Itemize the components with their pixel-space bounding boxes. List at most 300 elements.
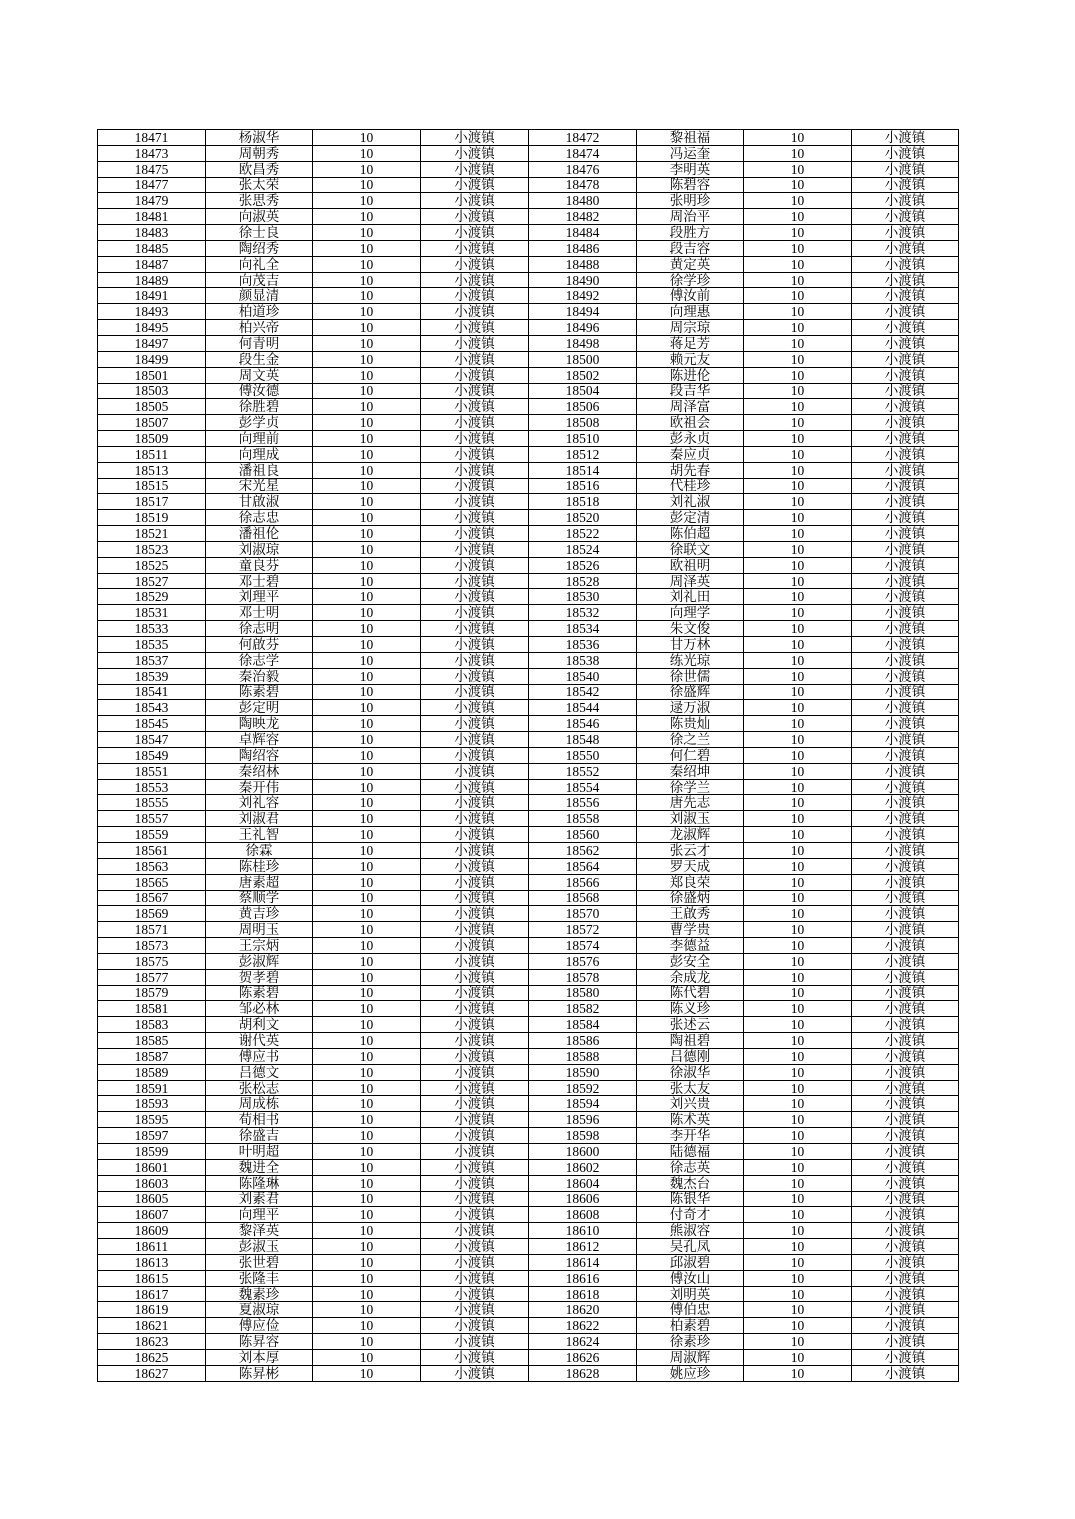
left-name-cell: 彭定明 — [206, 700, 313, 716]
left-town-cell: 小渡镇 — [421, 969, 529, 985]
right-id-cell: 18472 — [529, 130, 637, 146]
right-town-cell: 小渡镇 — [852, 938, 959, 954]
left-id-cell: 18609 — [98, 1223, 206, 1239]
left-town-cell: 小渡镇 — [421, 1191, 529, 1207]
right-name-cell: 徐联文 — [637, 541, 744, 557]
table-row — [98, 1334, 959, 1350]
right-score-cell: 10 — [744, 589, 852, 605]
left-name-cell: 荀相书 — [206, 1112, 313, 1128]
right-score-cell: 10 — [744, 811, 852, 827]
left-score-cell: 10 — [313, 557, 421, 573]
right-id-cell: 18616 — [529, 1270, 637, 1286]
left-name-cell: 魏素珍 — [206, 1286, 313, 1302]
right-id-cell: 18564 — [529, 858, 637, 874]
right-score-cell: 10 — [744, 1048, 852, 1064]
right-id-cell: 18490 — [529, 272, 637, 288]
right-score-cell: 10 — [744, 510, 852, 526]
left-id-cell: 18565 — [98, 874, 206, 890]
right-id-cell: 18544 — [529, 700, 637, 716]
right-name-cell: 李明英 — [637, 161, 744, 177]
right-score-cell: 10 — [744, 494, 852, 510]
right-id-cell: 18552 — [529, 763, 637, 779]
left-id-cell: 18561 — [98, 842, 206, 858]
left-score-cell: 10 — [313, 1349, 421, 1365]
left-id-cell: 18589 — [98, 1064, 206, 1080]
left-score-cell: 10 — [313, 1096, 421, 1112]
left-id-cell: 18529 — [98, 589, 206, 605]
left-score-cell: 10 — [313, 1191, 421, 1207]
right-score-cell: 10 — [744, 145, 852, 161]
right-town-cell: 小渡镇 — [852, 1080, 959, 1096]
left-name-cell: 张思秀 — [206, 193, 313, 209]
right-id-cell: 18538 — [529, 652, 637, 668]
right-name-cell: 黎祖福 — [637, 130, 744, 146]
left-name-cell: 何青明 — [206, 335, 313, 351]
left-town-cell: 小渡镇 — [421, 494, 529, 510]
right-town-cell: 小渡镇 — [852, 811, 959, 827]
left-town-cell: 小渡镇 — [421, 161, 529, 177]
left-town-cell: 小渡镇 — [421, 1033, 529, 1049]
left-score-cell: 10 — [313, 621, 421, 637]
table-row — [98, 953, 959, 969]
left-town-cell: 小渡镇 — [421, 193, 529, 209]
right-id-cell: 18500 — [529, 351, 637, 367]
right-town-cell: 小渡镇 — [852, 1033, 959, 1049]
left-score-cell: 10 — [313, 526, 421, 542]
left-id-cell: 18599 — [98, 1144, 206, 1160]
left-town-cell: 小渡镇 — [421, 573, 529, 589]
right-town-cell: 小渡镇 — [852, 446, 959, 462]
right-score-cell: 10 — [744, 1080, 852, 1096]
left-score-cell: 10 — [313, 161, 421, 177]
left-score-cell: 10 — [313, 605, 421, 621]
table-row — [98, 621, 959, 637]
left-id-cell: 18611 — [98, 1239, 206, 1255]
right-score-cell: 10 — [744, 367, 852, 383]
left-id-cell: 18483 — [98, 225, 206, 241]
right-town-cell: 小渡镇 — [852, 399, 959, 415]
right-id-cell: 18558 — [529, 811, 637, 827]
left-name-cell: 陈昇彬 — [206, 1365, 313, 1381]
table-row — [98, 240, 959, 256]
right-id-cell: 18622 — [529, 1318, 637, 1334]
left-id-cell: 18607 — [98, 1207, 206, 1223]
right-id-cell: 18492 — [529, 288, 637, 304]
left-id-cell: 18547 — [98, 732, 206, 748]
left-town-cell: 小渡镇 — [421, 1080, 529, 1096]
right-town-cell: 小渡镇 — [852, 351, 959, 367]
right-name-cell: 胡先春 — [637, 462, 744, 478]
right-town-cell: 小渡镇 — [852, 1254, 959, 1270]
left-score-cell: 10 — [313, 1048, 421, 1064]
left-score-cell: 10 — [313, 462, 421, 478]
right-name-cell: 代桂珍 — [637, 478, 744, 494]
left-town-cell: 小渡镇 — [421, 1064, 529, 1080]
left-id-cell: 18473 — [98, 145, 206, 161]
left-town-cell: 小渡镇 — [421, 1017, 529, 1033]
right-name-cell: 曹学贵 — [637, 922, 744, 938]
left-town-cell: 小渡镇 — [421, 890, 529, 906]
left-name-cell: 彭淑辉 — [206, 953, 313, 969]
right-score-cell: 10 — [744, 209, 852, 225]
right-name-cell: 向理学 — [637, 605, 744, 621]
right-town-cell: 小渡镇 — [852, 431, 959, 447]
right-name-cell: 李德益 — [637, 938, 744, 954]
table-row — [98, 1318, 959, 1334]
left-name-cell: 蔡顺学 — [206, 890, 313, 906]
left-score-cell: 10 — [313, 938, 421, 954]
right-score-cell: 10 — [744, 573, 852, 589]
left-id-cell: 18507 — [98, 415, 206, 431]
left-town-cell: 小渡镇 — [421, 1365, 529, 1381]
left-id-cell: 18521 — [98, 526, 206, 542]
left-id-cell: 18541 — [98, 684, 206, 700]
right-name-cell: 蒋足芳 — [637, 335, 744, 351]
right-score-cell: 10 — [744, 953, 852, 969]
left-id-cell: 18531 — [98, 605, 206, 621]
table-row — [98, 415, 959, 431]
left-name-cell: 徐志明 — [206, 621, 313, 637]
left-town-cell: 小渡镇 — [421, 510, 529, 526]
right-town-cell: 小渡镇 — [852, 589, 959, 605]
left-name-cell: 陶绍秀 — [206, 240, 313, 256]
left-id-cell: 18615 — [98, 1270, 206, 1286]
left-name-cell: 杨淑华 — [206, 130, 313, 146]
right-id-cell: 18482 — [529, 209, 637, 225]
right-name-cell: 李开华 — [637, 1128, 744, 1144]
left-score-cell: 10 — [313, 1175, 421, 1191]
left-town-cell: 小渡镇 — [421, 320, 529, 336]
table-row — [98, 1191, 959, 1207]
right-name-cell: 刘明英 — [637, 1286, 744, 1302]
right-town-cell: 小渡镇 — [852, 1207, 959, 1223]
left-name-cell: 刘理平 — [206, 589, 313, 605]
right-town-cell: 小渡镇 — [852, 145, 959, 161]
right-score-cell: 10 — [744, 652, 852, 668]
right-id-cell: 18594 — [529, 1096, 637, 1112]
left-name-cell: 张隆丰 — [206, 1270, 313, 1286]
left-town-cell: 小渡镇 — [421, 1334, 529, 1350]
right-town-cell: 小渡镇 — [852, 1144, 959, 1160]
left-id-cell: 18491 — [98, 288, 206, 304]
right-score-cell: 10 — [744, 668, 852, 684]
left-id-cell: 18623 — [98, 1334, 206, 1350]
right-name-cell: 陶祖碧 — [637, 1033, 744, 1049]
left-town-cell: 小渡镇 — [421, 906, 529, 922]
right-id-cell: 18576 — [529, 953, 637, 969]
left-name-cell: 秦绍林 — [206, 763, 313, 779]
table-row — [98, 1128, 959, 1144]
left-id-cell: 18519 — [98, 510, 206, 526]
table-row — [98, 1365, 959, 1381]
right-id-cell: 18572 — [529, 922, 637, 938]
left-score-cell: 10 — [313, 288, 421, 304]
left-score-cell: 10 — [313, 367, 421, 383]
left-name-cell: 徐士良 — [206, 225, 313, 241]
left-score-cell: 10 — [313, 510, 421, 526]
right-town-cell: 小渡镇 — [852, 272, 959, 288]
right-town-cell: 小渡镇 — [852, 1270, 959, 1286]
left-id-cell: 18499 — [98, 351, 206, 367]
table-row — [98, 225, 959, 241]
left-id-cell: 18551 — [98, 763, 206, 779]
right-score-cell: 10 — [744, 1001, 852, 1017]
table-row — [98, 351, 959, 367]
right-score-cell: 10 — [744, 541, 852, 557]
table-row — [98, 1270, 959, 1286]
right-name-cell: 黄定英 — [637, 256, 744, 272]
right-town-cell: 小渡镇 — [852, 700, 959, 716]
left-name-cell: 周文英 — [206, 367, 313, 383]
right-id-cell: 18480 — [529, 193, 637, 209]
right-score-cell: 10 — [744, 335, 852, 351]
table-row — [98, 858, 959, 874]
right-name-cell: 付奇才 — [637, 1207, 744, 1223]
right-score-cell: 10 — [744, 304, 852, 320]
left-id-cell: 18617 — [98, 1286, 206, 1302]
left-id-cell: 18621 — [98, 1318, 206, 1334]
left-score-cell: 10 — [313, 1001, 421, 1017]
table-row — [98, 510, 959, 526]
left-name-cell: 周明玉 — [206, 922, 313, 938]
left-score-cell: 10 — [313, 684, 421, 700]
right-score-cell: 10 — [744, 1349, 852, 1365]
table-row — [98, 652, 959, 668]
left-id-cell: 18577 — [98, 969, 206, 985]
table-row — [98, 874, 959, 890]
right-town-cell: 小渡镇 — [852, 1302, 959, 1318]
table-row — [98, 922, 959, 938]
left-name-cell: 贺孝碧 — [206, 969, 313, 985]
right-name-cell: 傅汝前 — [637, 288, 744, 304]
right-id-cell: 18508 — [529, 415, 637, 431]
right-town-cell: 小渡镇 — [852, 890, 959, 906]
right-town-cell: 小渡镇 — [852, 510, 959, 526]
left-town-cell: 小渡镇 — [421, 827, 529, 843]
right-score-cell: 10 — [744, 130, 852, 146]
right-id-cell: 18530 — [529, 589, 637, 605]
left-name-cell: 陈隆琳 — [206, 1175, 313, 1191]
left-name-cell: 何啟芬 — [206, 637, 313, 653]
right-score-cell: 10 — [744, 684, 852, 700]
right-name-cell: 徐学兰 — [637, 779, 744, 795]
left-id-cell: 18591 — [98, 1080, 206, 1096]
left-score-cell: 10 — [313, 193, 421, 209]
right-name-cell: 张述云 — [637, 1017, 744, 1033]
table-row — [98, 684, 959, 700]
right-id-cell: 18510 — [529, 431, 637, 447]
left-score-cell: 10 — [313, 874, 421, 890]
table-row — [98, 1048, 959, 1064]
right-id-cell: 18504 — [529, 383, 637, 399]
left-score-cell: 10 — [313, 1270, 421, 1286]
right-score-cell: 10 — [744, 1302, 852, 1318]
left-town-cell: 小渡镇 — [421, 288, 529, 304]
left-score-cell: 10 — [313, 256, 421, 272]
table-row — [98, 272, 959, 288]
right-town-cell: 小渡镇 — [852, 621, 959, 637]
left-name-cell: 王宗炳 — [206, 938, 313, 954]
table-row — [98, 637, 959, 653]
right-score-cell: 10 — [744, 779, 852, 795]
left-name-cell: 童良芬 — [206, 557, 313, 573]
left-id-cell: 18597 — [98, 1128, 206, 1144]
left-town-cell: 小渡镇 — [421, 700, 529, 716]
left-town-cell: 小渡镇 — [421, 1302, 529, 1318]
right-name-cell: 邱淑碧 — [637, 1254, 744, 1270]
right-town-cell: 小渡镇 — [852, 478, 959, 494]
right-id-cell: 18590 — [529, 1064, 637, 1080]
left-town-cell: 小渡镇 — [421, 652, 529, 668]
right-town-cell: 小渡镇 — [852, 1239, 959, 1255]
right-town-cell: 小渡镇 — [852, 193, 959, 209]
left-id-cell: 18573 — [98, 938, 206, 954]
left-name-cell: 傅应书 — [206, 1048, 313, 1064]
left-name-cell: 叶明超 — [206, 1144, 313, 1160]
left-score-cell: 10 — [313, 272, 421, 288]
table-row — [98, 969, 959, 985]
left-score-cell: 10 — [313, 1286, 421, 1302]
right-id-cell: 18604 — [529, 1175, 637, 1191]
left-name-cell: 徐志忠 — [206, 510, 313, 526]
right-town-cell: 小渡镇 — [852, 922, 959, 938]
right-town-cell: 小渡镇 — [852, 557, 959, 573]
right-id-cell: 18554 — [529, 779, 637, 795]
left-score-cell: 10 — [313, 1064, 421, 1080]
left-name-cell: 魏进全 — [206, 1159, 313, 1175]
left-town-cell: 小渡镇 — [421, 716, 529, 732]
right-id-cell: 18526 — [529, 557, 637, 573]
right-id-cell: 18532 — [529, 605, 637, 621]
right-id-cell: 18548 — [529, 732, 637, 748]
left-town-cell: 小渡镇 — [421, 858, 529, 874]
left-town-cell: 小渡镇 — [421, 922, 529, 938]
left-id-cell: 18581 — [98, 1001, 206, 1017]
right-name-cell: 陈伯超 — [637, 526, 744, 542]
left-town-cell: 小渡镇 — [421, 351, 529, 367]
left-town-cell: 小渡镇 — [421, 605, 529, 621]
right-score-cell: 10 — [744, 1144, 852, 1160]
left-score-cell: 10 — [313, 335, 421, 351]
left-town-cell: 小渡镇 — [421, 637, 529, 653]
left-score-cell: 10 — [313, 383, 421, 399]
right-name-cell: 陆德福 — [637, 1144, 744, 1160]
table-row — [98, 811, 959, 827]
table-row — [98, 1254, 959, 1270]
right-town-cell: 小渡镇 — [852, 1286, 959, 1302]
left-town-cell: 小渡镇 — [421, 763, 529, 779]
right-name-cell: 徐盛辉 — [637, 684, 744, 700]
left-score-cell: 10 — [313, 1017, 421, 1033]
table-row — [98, 256, 959, 272]
left-id-cell: 18571 — [98, 922, 206, 938]
left-town-cell: 小渡镇 — [421, 1001, 529, 1017]
right-id-cell: 18520 — [529, 510, 637, 526]
table-row — [98, 842, 959, 858]
right-score-cell: 10 — [744, 621, 852, 637]
right-score-cell: 10 — [744, 938, 852, 954]
table-row — [98, 985, 959, 1001]
table-row — [98, 383, 959, 399]
left-name-cell: 刘素君 — [206, 1191, 313, 1207]
left-town-cell: 小渡镇 — [421, 446, 529, 462]
left-town-cell: 小渡镇 — [421, 1159, 529, 1175]
left-town-cell: 小渡镇 — [421, 415, 529, 431]
right-name-cell: 唐先志 — [637, 795, 744, 811]
right-id-cell: 18534 — [529, 621, 637, 637]
right-id-cell: 18618 — [529, 1286, 637, 1302]
left-name-cell: 邹必林 — [206, 1001, 313, 1017]
right-score-cell: 10 — [744, 874, 852, 890]
left-name-cell: 刘礼容 — [206, 795, 313, 811]
right-town-cell: 小渡镇 — [852, 335, 959, 351]
left-name-cell: 张松志 — [206, 1080, 313, 1096]
table-row — [98, 1175, 959, 1191]
table-row — [98, 288, 959, 304]
table-row — [98, 304, 959, 320]
right-name-cell: 何仁碧 — [637, 747, 744, 763]
left-town-cell: 小渡镇 — [421, 526, 529, 542]
right-name-cell: 徐盛炳 — [637, 890, 744, 906]
right-id-cell: 18502 — [529, 367, 637, 383]
left-town-cell: 小渡镇 — [421, 747, 529, 763]
right-id-cell: 18570 — [529, 906, 637, 922]
left-id-cell: 18493 — [98, 304, 206, 320]
right-name-cell: 傅汝山 — [637, 1270, 744, 1286]
table-row — [98, 1223, 959, 1239]
left-id-cell: 18601 — [98, 1159, 206, 1175]
left-score-cell: 10 — [313, 906, 421, 922]
left-score-cell: 10 — [313, 700, 421, 716]
left-id-cell: 18585 — [98, 1033, 206, 1049]
right-score-cell: 10 — [744, 985, 852, 1001]
left-id-cell: 18475 — [98, 161, 206, 177]
right-town-cell: 小渡镇 — [852, 130, 959, 146]
left-town-cell: 小渡镇 — [421, 431, 529, 447]
table-row — [98, 130, 959, 146]
right-town-cell: 小渡镇 — [852, 1334, 959, 1350]
left-score-cell: 10 — [313, 985, 421, 1001]
right-score-cell: 10 — [744, 1365, 852, 1381]
left-score-cell: 10 — [313, 1128, 421, 1144]
right-id-cell: 18518 — [529, 494, 637, 510]
left-id-cell: 18605 — [98, 1191, 206, 1207]
right-town-cell: 小渡镇 — [852, 668, 959, 684]
left-name-cell: 向淑英 — [206, 209, 313, 225]
table-row — [98, 938, 959, 954]
table-row — [98, 462, 959, 478]
right-score-cell: 10 — [744, 858, 852, 874]
right-name-cell: 姚应珍 — [637, 1365, 744, 1381]
right-name-cell: 陈碧容 — [637, 177, 744, 193]
right-id-cell: 18556 — [529, 795, 637, 811]
table-row — [98, 1033, 959, 1049]
right-id-cell: 18484 — [529, 225, 637, 241]
left-id-cell: 18515 — [98, 478, 206, 494]
right-name-cell: 彭永贞 — [637, 431, 744, 447]
table-row — [98, 526, 959, 542]
left-id-cell: 18477 — [98, 177, 206, 193]
right-name-cell: 傅伯忠 — [637, 1302, 744, 1318]
right-name-cell: 徐学珍 — [637, 272, 744, 288]
right-name-cell: 周淑辉 — [637, 1349, 744, 1365]
left-town-cell: 小渡镇 — [421, 811, 529, 827]
left-name-cell: 潘祖良 — [206, 462, 313, 478]
left-id-cell: 18471 — [98, 130, 206, 146]
right-name-cell: 段吉容 — [637, 240, 744, 256]
left-town-cell: 小渡镇 — [421, 1128, 529, 1144]
right-town-cell: 小渡镇 — [852, 573, 959, 589]
